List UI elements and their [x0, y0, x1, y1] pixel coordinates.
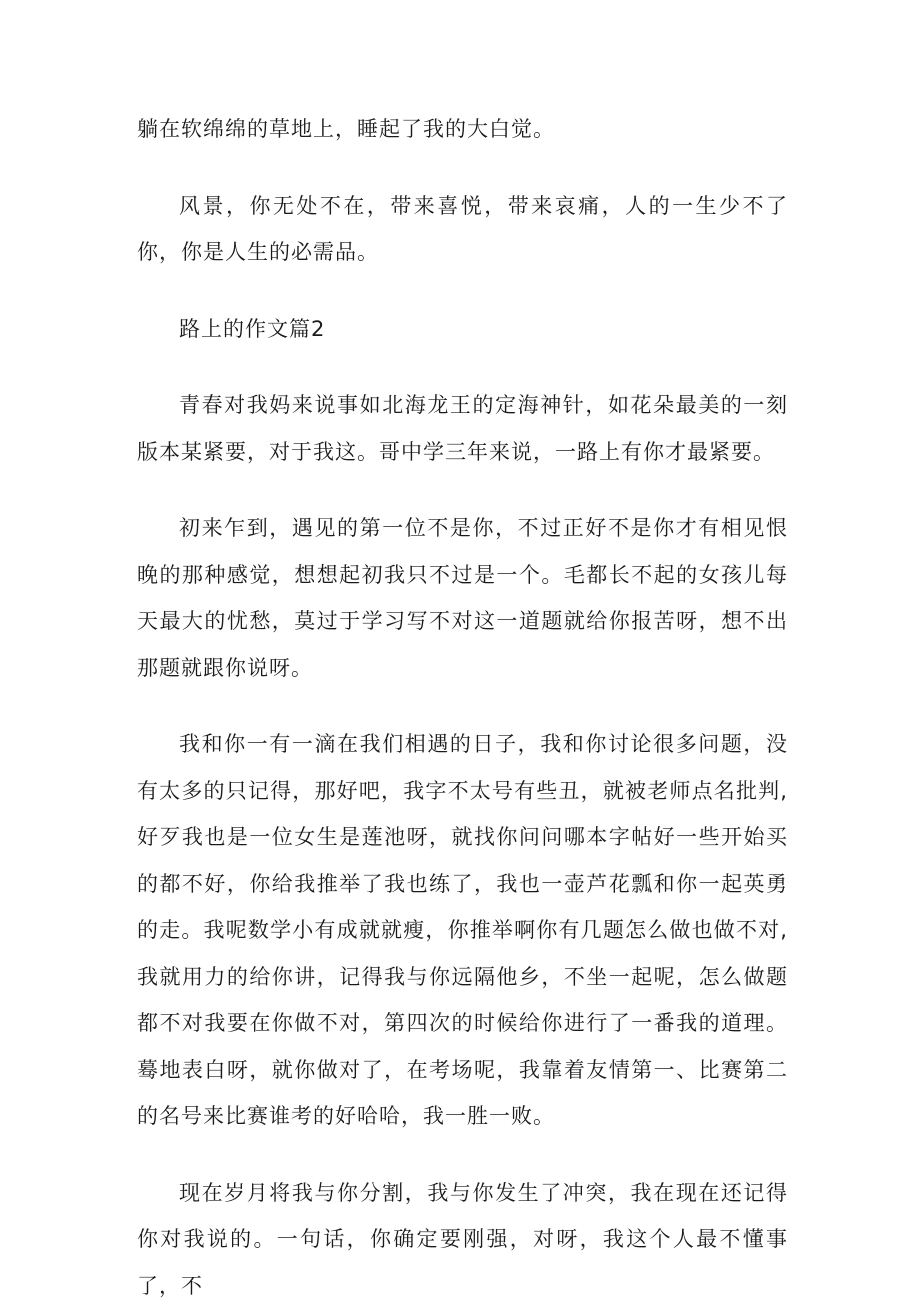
paragraph-5: 我和你一有一滴在我们相遇的日子，我和你讨论很多问题，没有太多的只记得，那好吧，我字不太号有些丑，就被老师点名批判,好歹我也是一位女生是莲池呀，就找你问问哪本字帖好一些开始买的都不好，你给我推举了我也练了，我也一壶芦花瓢和你一起英勇的走。我呢数学小有成就就瘦，你推举啊你有几题怎么做也做不对,我就用力的给你讲，记得我与你远隔他乡，不坐一起呢，怎么做题都不对我要在你做不对，第四次的时候给你进行了一番我的道理。蓦地表白呀，就你做对了，在考场呢，我靠着友情第一、比赛第二的名号来比赛谁考的好哈哈，我一胜一败。 — [137, 721, 788, 1140]
paragraph-4: 初来乍到，遇见的第一位不是你，不过正好不是你才有相见恨晚的那种感觉，想想起初我只不过是一个。毛都长不起的女孩儿每天最大的忧愁，莫过于学习写不对这一道题就给你报苦呀，想不出那题就跟你说呀。 — [137, 505, 788, 691]
paragraph-1: 躺在软绵绵的草地上，睡起了我的大白觉。 — [137, 106, 788, 153]
section-heading: 路上的作文篇2 — [137, 306, 788, 353]
paragraph-2: 风景，你无处不在，带来喜悦，带来哀痛，人的一生少不了你，你是人生的必需品。 — [137, 183, 788, 276]
paragraph-6: 现在岁月将我与你分割，我与你发生了冲突，我在现在还记得你对我说的。一句话，你确定要刚强，对呀，我这个人最不懂事了，不 — [137, 1170, 788, 1309]
paragraph-3: 青春对我妈来说事如北海龙王的定海神针，如花朵最美的一刻版本某紧要，对于我这。哥中学三年来说，一路上有你才最紧要。 — [137, 382, 788, 475]
